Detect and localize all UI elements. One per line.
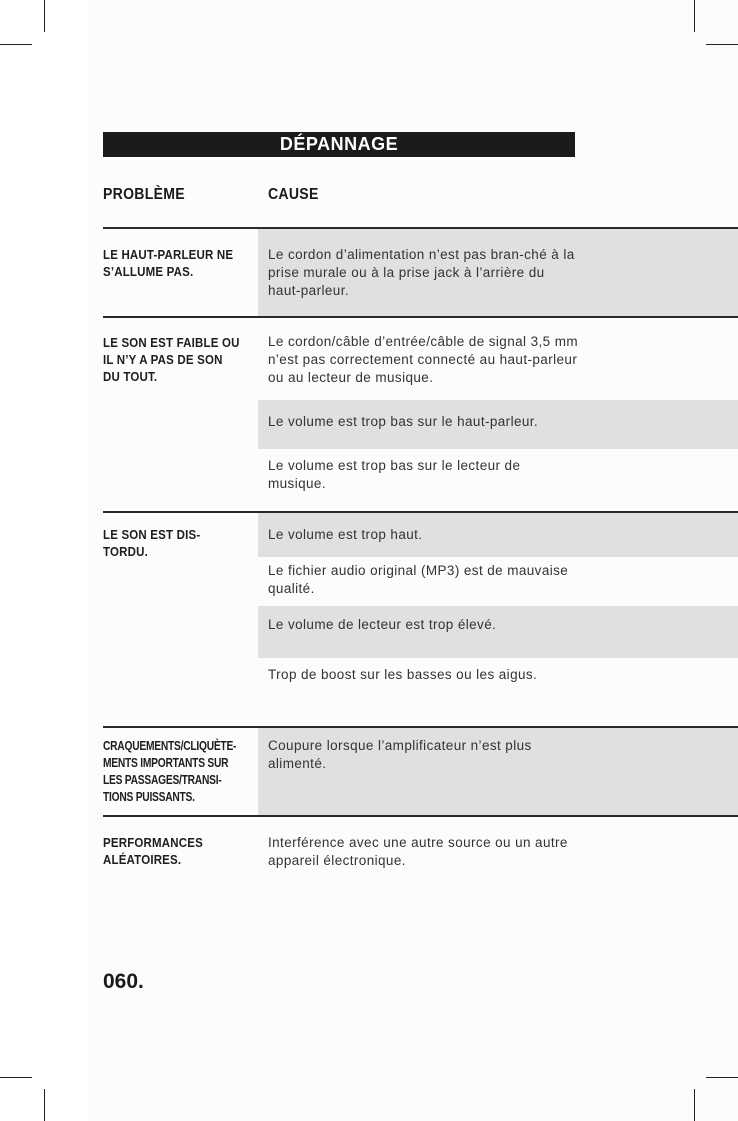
cause-cell [258, 557, 738, 606]
problem-text: LE HAUT-PARLEUR NE S’ALLUME PAS. [103, 248, 234, 279]
problem-text: LE SON EST DIS-TORDU. [103, 528, 201, 559]
cause-cell [258, 449, 738, 512]
cause-text: Coupure lorsque l’amplificateur n’est plus alimenté. [268, 738, 532, 771]
problem-text: LE SON EST FAIBLE OU IL N’Y A PAS DE SON DU TOUT. [103, 336, 240, 384]
divider [103, 316, 738, 318]
divider [103, 227, 738, 229]
header-problem: PROBLÈME [103, 186, 185, 203]
cause-cell [258, 658, 738, 727]
problem-text: CRAQUEMENTS/CLIQUÈTE-MENTS IMPORTANTS SUR LES PASSAGES/TRANSI-TIONS PUISSANTS. [103, 739, 237, 804]
cause-cell [258, 606, 738, 658]
cause-text: Le fichier audio original (MP3) est de mauvaise qualité. [268, 563, 569, 596]
cause-cell [258, 727, 738, 816]
cause-text: Interférence avec une autre source ou un autre appareil électronique. [268, 835, 568, 868]
cause-text: Trop de boost sur les basses ou les aigus. [268, 667, 538, 682]
cause-text: Le volume est trop bas sur le haut-parleur. [268, 414, 539, 429]
divider [103, 511, 738, 513]
cause-text: Le volume de lecteur est trop élevé. [268, 617, 497, 632]
page-title: DÉPANNAGE [103, 132, 575, 157]
cause-cell [258, 228, 738, 317]
cause-cell [258, 317, 738, 400]
page-number: 060. [103, 970, 144, 993]
divider [103, 815, 738, 817]
crop-mark [706, 1077, 738, 1078]
divider [103, 726, 738, 728]
cause-text: Le cordon d’alimentation n’est pas bran-ché à la prise murale ou à la prise jack à l’arrière du haut-parleur. [268, 247, 575, 298]
cause-cell [258, 816, 738, 896]
cause-cell [258, 400, 738, 449]
cause-text: Le volume est trop haut. [268, 527, 423, 542]
crop-mark [706, 44, 738, 45]
cause-cell [258, 512, 738, 557]
crop-mark [0, 1077, 32, 1078]
crop-mark [694, 1089, 695, 1121]
problem-text: PERFORMANCES ALÉATOIRES. [103, 836, 203, 867]
cause-text: Le cordon/câble d’entrée/câble de signal 3,5 mm n’est pas correctement connecté au haut-parleur ou au lecteur de musique. [268, 334, 578, 385]
cause-text: Le volume est trop bas sur le lecteur de musique. [268, 458, 521, 491]
crop-mark [44, 1089, 45, 1121]
header-cause: CAUSE [268, 186, 319, 203]
crop-mark [44, 0, 45, 32]
crop-mark [694, 0, 695, 32]
crop-mark [0, 44, 32, 45]
